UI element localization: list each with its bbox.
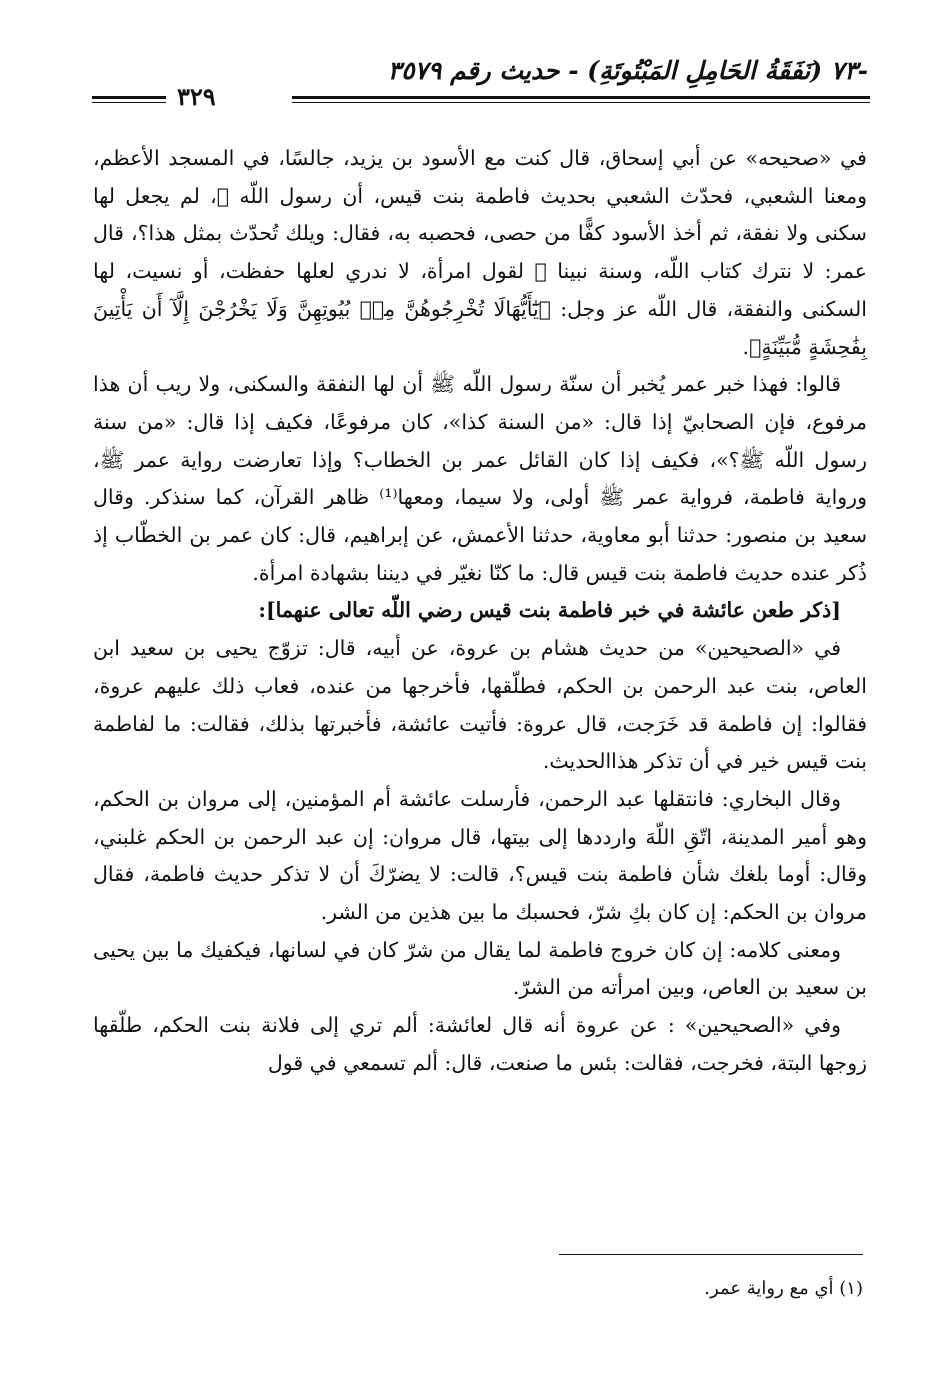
section-heading: [ذكر طعن عائشة في خبر فاطمة بنت قيس رضي اللّه تعالى عنهما]: bbox=[258, 598, 841, 623]
footnote: (١) أي مع رواية عمر. bbox=[704, 1278, 863, 1299]
running-header bbox=[92, 50, 870, 120]
paragraph-3: في «الصحيحين» من حديث هشام بن عروة، عن أبيه، قال: تزوّج يحيى بن سعيد ابن العاص، بنت عبد الرحمن بن الحكم، فطلّقها، فأخرجها من عنده، فعاب ذلك عليهم عروة، فقالوا: إن فاطمة قد خَرَجت، قال عروة: فأتيت عائشة، فأخبرتها بذلك، فقالت: ما لفاطمة بنت قيس خير في أن تذكر هذاالحديث. bbox=[93, 636, 867, 774]
header-rule-left bbox=[92, 96, 166, 103]
page-number: ٣٢٩ bbox=[177, 82, 216, 111]
paragraph-2: قالوا: فهذا خبر عمر يُخبر أن سنّة رسول اللّه ﷺ أن لها النفقة والسكنى، ولا ريب أن هذا مرفوع، فإن الصحابيّ إذا قال: «من السنة كذا»، كان مرفوعًا، فكيف إذا قال: «من سنة رسول اللّه ﷺ؟»، فكيف إذا كان القائل عمر بن الخطاب؟ وإذا تعارضت رواية عمر ﷺ، ورواية فاطمة، فرواية عمر ﷺ أولى، ولا سيما، ومعها⁽¹⁾ ظاهر القرآن، كما سنذكر. وقال سعيد بن منصور: حدثنا أبو معاوية، حدثنا الأعمش، عن إبراهيم، قال: كان عمر بن الخطّاب إذ ذُكر عنده حديث فاطمة بنت قيس قال: ما كنّا نغيّر في ديننا بشهادة امرأة. bbox=[93, 372, 867, 585]
paragraph-1: في «صحيحه» عن أبي إسحاق، قال كنت مع الأسود بن يزيد، جالسًا، في المسجد الأعظم، ومعنا الشعبي، فحدّث الشعبي بحديث فاطمة بنت قيس، أن رسول اللّه ﷺ، لم يجعل لها سكنى ولا نفقة، ثم أخذ الأسود كفًّا من حصى، فحصبه به، فقال: ويلك تُحدّث بمثل هذا؟، قال عمر: لا نترك كتاب اللّه، وسنة نبينا ﷺ لقول امرأة، لا ندري لعلها حفظت، أو نسيت، لها السكنى والنفقة، قال اللّه عز وجل: ﴿يَٰٓأَيُّهَالَا تُخْرِجُوهُنَّ مِنۢ بُيُوتِهِنَّ وَلَا يَخْرُجْنَ إِلَّآ أَن يَأْتِينَ بِفَٰحِشَةٍ مُّبَيِّنَةٍ﴾. bbox=[93, 146, 867, 359]
paragraph-4: وقال البخاري: فانتقلها عبد الرحمن، فأرسلت عائشة أم المؤمنين، إلى مروان بن الحكم، وهو أمير المدينة، اتّقِ اللّهَ وارددها إلى بيتها، قال مروان: إن عبد الرحمن بن الحكم غلبني، وقال: أوما بلغك شأن فاطمة بنت قيس؟، قالت: لا يضرّكَ أن لا تذكر حديث فاطمة، فقال مروان بن الحكم: إن كان بكِ شرّ، فحسبك ما بين هذين من الشر. bbox=[93, 786, 867, 925]
main-text bbox=[93, 140, 867, 1240]
footnote-separator bbox=[559, 1254, 863, 1255]
paragraph-6: وفي «الصحيحين» : عن عروة أنه قال لعائشة: ألم تري إلى فلانة بنت الحكم، طلّقها زوجها البتة، فخرجت، فقالت: بئس ما صنعت، قال: ألم تسمعي في قول bbox=[93, 1013, 867, 1075]
header-title: -٧٣ (نَفَقَةُ الحَامِلِ المَبْتُوتَةِ) - حديث رقم ٣٥٧٩ bbox=[387, 56, 868, 85]
paragraph-5: ومعنى كلامه: إن كان خروج فاطمة لما يقال من شرّ كان في لسانها، فيكفيك ما بين يحيى بن سعيد بن العاص، وبين امرأته من الشرّ. bbox=[93, 937, 867, 1000]
header-rule bbox=[292, 96, 870, 103]
